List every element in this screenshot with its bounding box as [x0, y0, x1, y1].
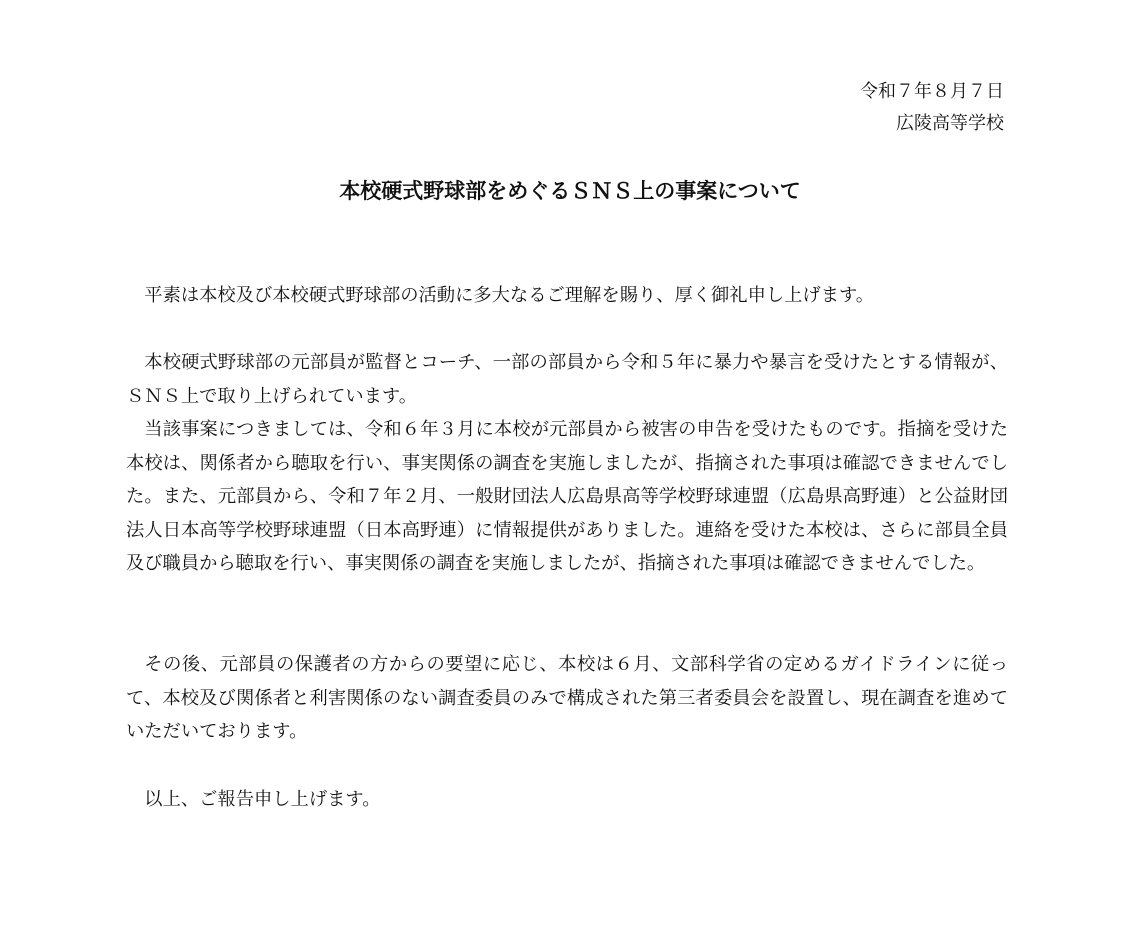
paragraph-greeting: 平素は本校及び本校硬式野球部の活動に多大なるご理解を賜り、厚く御礼申し上げます。: [144, 285, 875, 306]
committee-section: [126, 648, 1008, 749]
incident-section: [126, 346, 1008, 581]
paragraph-investigation: 当該事案につきましては、令和６年３月に本校が元部員から被害の申告を受けたものです。指摘を受けた本校は、関係者から聴取を行い、事実関係の調査を実施しましたが、指摘された事項は確認できませんでした。また、元部員から、令和７年２月、一般財団法人広島県高等学校野球連盟（広島県高野連）と公益財団法人日本高等学校野球連盟（日本高野連）に情報提供がありました。連絡を受けた本校は、さらに部員全員及び職員から聴取を行い、事実関係の調査を実施しましたが、指摘された事項は確認できませんでした。: [126, 419, 1008, 574]
closing-section: [126, 783, 1008, 817]
paragraph-sns-report: 本校硬式野球部の元部員が監督とコーチ、一部の部員から令和５年に暴力や暴言を受けたとする情報が、ＳＮＳ上で取り上げられています。: [126, 352, 1008, 407]
document-title: 本校硬式野球部をめぐるＳＮＳ上の事案について: [339, 178, 801, 203]
greeting-section: [126, 279, 1008, 313]
document-date: 令和７年８月７日: [860, 81, 1004, 102]
issuing-organization: 広陵高等学校: [896, 113, 1004, 134]
paragraph-closing: 以上、ご報告申し上げます。: [144, 789, 381, 810]
header-block: [860, 76, 1004, 140]
paragraph-third-party-committee: その後、元部員の保護者の方からの要望に応じ、本校は６月、文部科学省の定めるガイドラインに従って、本校及び関係者と利害関係のない調査委員のみで構成された第三者委員会を設置し、現在調査を進めていただいております。: [126, 654, 1008, 742]
